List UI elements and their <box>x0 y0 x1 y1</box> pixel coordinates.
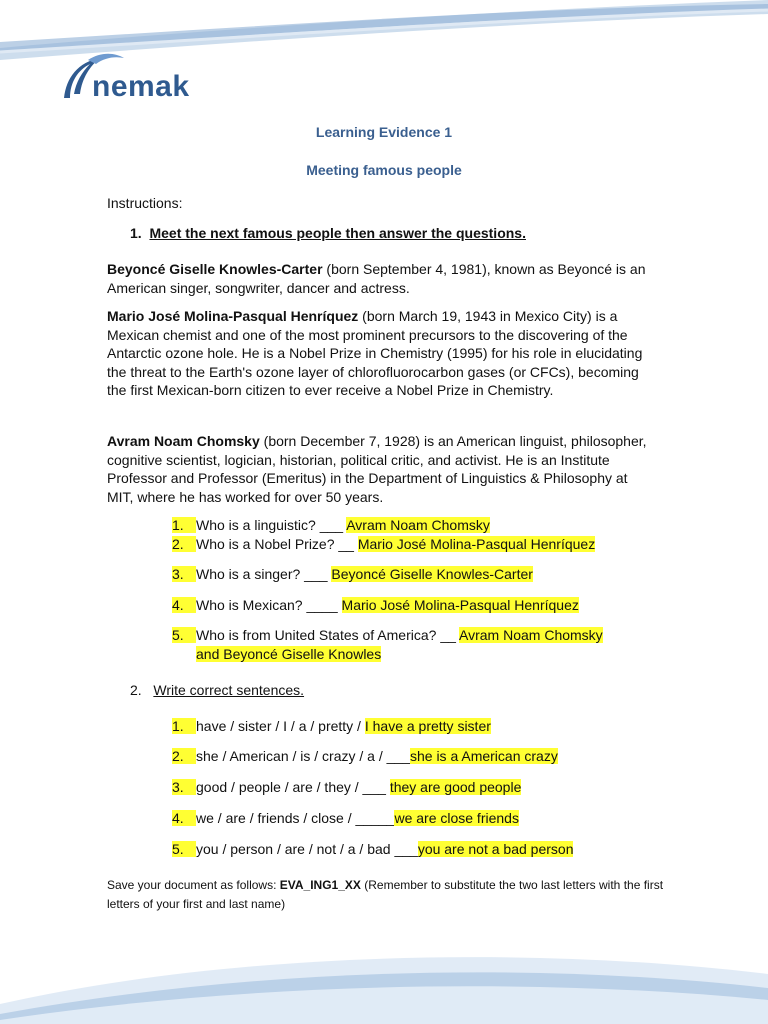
sentence-number: 2. <box>172 748 196 764</box>
sentence-number: 1. <box>172 718 196 734</box>
question-text: Who is Mexican? ____ <box>196 597 342 613</box>
save-instructions <box>107 876 667 914</box>
sentence-item <box>172 748 558 764</box>
sentence-item <box>172 841 573 857</box>
sentence-item <box>172 779 521 795</box>
question-text: Who is a linguistic? ___ <box>196 517 347 533</box>
sentence-number: 3. <box>172 779 196 795</box>
question-number: 3. <box>172 566 196 582</box>
question-number: 4. <box>172 597 196 613</box>
nemak-logo <box>60 48 190 108</box>
sentence-prompt: good / people / are / they / ___ <box>196 779 390 795</box>
bio-beyonce-name: Beyoncé Giselle Knowles-Carter <box>107 261 323 277</box>
save-filename: EVA_ING1_XX <box>279 878 361 892</box>
save-prefix: Save your document as follows: <box>107 878 280 892</box>
save-suffix: (Remember to substitute the two last letters with the first letters of your first and last name) <box>107 878 664 911</box>
sentence-prompt: we / are / friends / close / _____ <box>196 810 395 826</box>
sentence-item <box>172 718 491 734</box>
question-item <box>172 566 533 582</box>
step-2-number: 2. <box>130 682 142 698</box>
bio-chomsky-text: (born December 7, 1928) is an American linguist, philosopher, cognitive scientist, logician, historian, political critic, and activist. He is an Institute Professor and Professor (Emeritus) in the Department of Linguistics & Philosophy at MIT, where he has worked for over 50 years. <box>107 433 647 505</box>
sentence-answer: she is a American crazy <box>409 748 558 764</box>
sentence-prompt: you / person / are / not / a / bad ___ <box>196 841 418 857</box>
question-text: Who is a singer? ___ <box>196 566 332 582</box>
step-1-text: Meet the next famous people then answer the questions. <box>149 225 526 241</box>
question-answer: Avram Noam Chomsky <box>459 627 603 643</box>
question-answer: Mario José Molina-Pasqual Henríquez <box>341 597 579 613</box>
sentence-number: 4. <box>172 810 196 826</box>
page-title: Learning Evidence 1 <box>315 124 453 140</box>
bio-chomsky <box>107 432 657 506</box>
sentence-item <box>172 810 519 826</box>
logo-wordmark: nemak <box>92 70 190 103</box>
question-answer-continued <box>196 646 381 662</box>
sentence-answer: you are not a bad person <box>417 841 574 857</box>
question-text: Who is a Nobel Prize? __ <box>196 536 358 552</box>
bio-mario-text: (born March 19, 1943 in Mexico City) is a Mexican chemist and one of the most prominent precursors to the discovering of the Antarctic ozone hole. He is a Nobel Prize in Chemistry (1995) for his role in elucidating the threat to the Earth's ozone layer of chlorofluorocarbon gases (or CFCs), becoming the first Mexican-born citizen to ever receive a Nobel Prize in Chemistry. <box>107 308 643 398</box>
bio-chomsky-name: Avram Noam Chomsky <box>107 433 260 449</box>
sentence-prompt: have / sister / I / a / pretty / <box>196 718 365 734</box>
question-item <box>172 536 595 552</box>
question-text: Who is from United States of America? __ <box>196 627 460 643</box>
bio-beyonce-text: (born September 4, 1981), known as Beyoncé is an American singer, songwriter, dancer and actress. <box>107 261 646 296</box>
question-answer: Mario José Molina-Pasqual Henríquez <box>357 536 596 552</box>
bio-mario-name: Mario José Molina-Pasqual Henríquez <box>107 308 359 324</box>
bio-mario <box>107 307 657 400</box>
step-2-heading <box>130 682 304 698</box>
question-item <box>172 597 579 613</box>
instructions-label: Instructions: <box>107 195 183 211</box>
step-1-heading <box>130 224 680 243</box>
question-number: 5. <box>172 627 196 643</box>
question-answer: Beyoncé Giselle Knowles-Carter <box>331 566 533 582</box>
question-number: 1. <box>172 517 196 533</box>
step-2-text: Write correct sentences. <box>153 682 305 698</box>
question-item <box>172 627 603 643</box>
question-answer: Avram Noam Chomsky <box>346 517 490 533</box>
sentence-prompt: she / American / is / crazy / a / ___ <box>196 748 410 764</box>
question-number: 2. <box>172 536 196 552</box>
bio-beyonce <box>107 260 657 297</box>
sentence-answer: I have a pretty sister <box>364 718 491 734</box>
question-answer: and Beyoncé Giselle Knowles <box>196 646 382 662</box>
step-1-number: 1. <box>130 225 142 241</box>
page-subtitle: Meeting famous people <box>306 162 462 178</box>
sentence-number: 5. <box>172 841 196 857</box>
sentence-answer: they are good people <box>389 779 522 795</box>
sentence-answer: we are close friends <box>394 810 519 826</box>
question-item <box>172 517 490 533</box>
footer-swoosh <box>0 934 768 1024</box>
